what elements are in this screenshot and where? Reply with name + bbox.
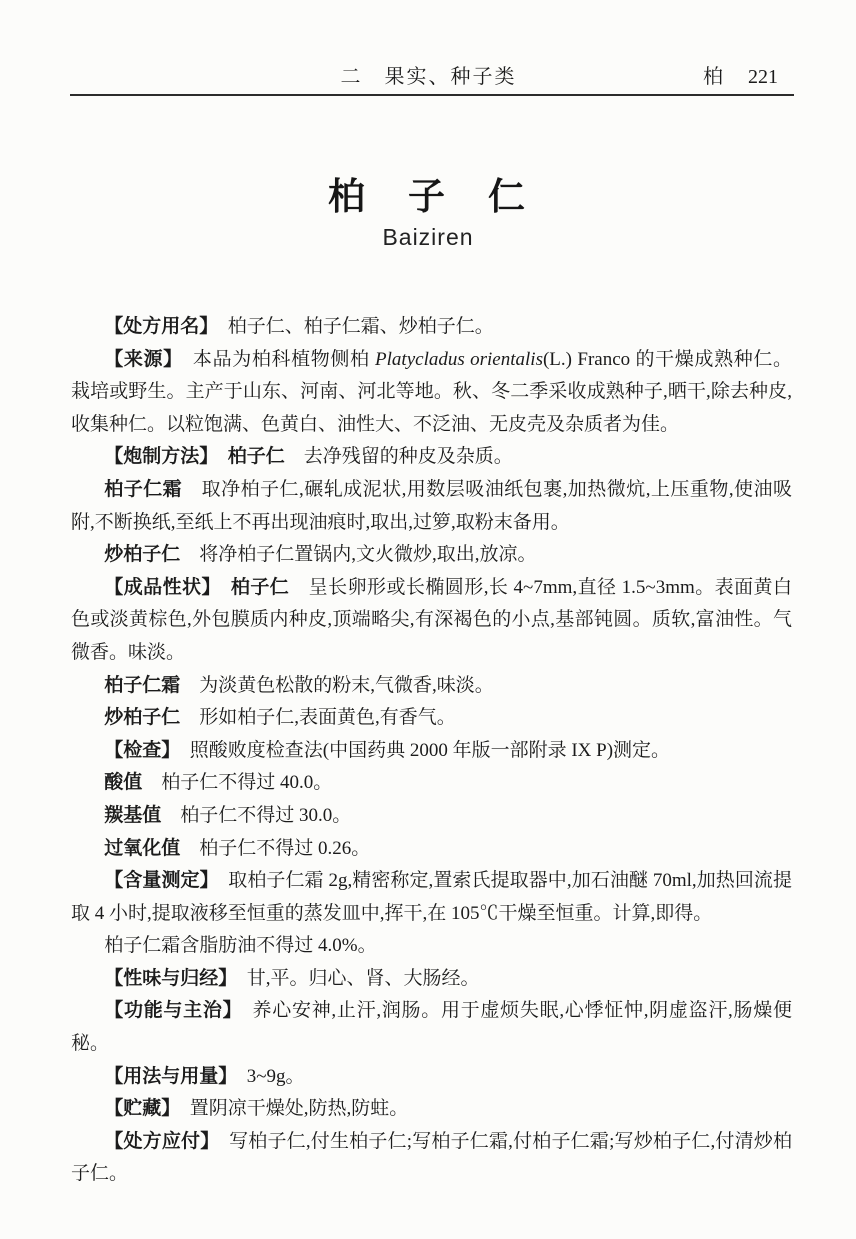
section-text: 照酸败度检查法(中国药典 2000 年版一部附录 IX P)测定。 [170,739,671,761]
header-rule [70,94,794,96]
section-text: 将净柏子仁置锅内,文火微炒,取出,放凉。 [180,544,537,566]
subitem-label: 柏子仁霜 [104,478,183,500]
monograph-body [71,311,792,1191]
subitem-label: 柏子仁 [208,446,285,468]
page-number: 221 [748,66,778,88]
monograph-title-pinyin: Baiziren [382,224,474,250]
paragraph-functions-indications [71,995,792,1060]
section-text: 为淡黄色松散的粉末,气微香,味淡。 [180,674,494,696]
page-header [72,60,792,88]
paragraph-frost-characters [71,670,792,703]
subitem-label: 羰基值 [104,804,162,826]
section-text: 形如柏子仁,表面黄色,有香气。 [180,707,456,729]
chapter-heading: 二 果实、种子类 [340,66,517,88]
section-label: 【贮藏】 [104,1098,171,1120]
section-label: 【成品性状】 [104,576,212,598]
entry-index-char: 柏 [703,66,723,88]
paragraph-storage [71,1093,792,1126]
paragraph-examination [71,735,792,768]
subitem-label: 过氧化值 [104,837,181,859]
paragraph-fried-characters [71,702,792,735]
paragraph-nature-meridian [71,963,792,996]
paragraph-dosage [71,1061,792,1094]
section-label: 【炮制方法】 [104,446,209,468]
section-text: 取柏子仁霜 2g,精密称定,置索氏提取器中,加石油醚 70ml,加热回流提取 4 小时,提取液移至恒重的蒸发皿中,挥干,在 105℃干燥至恒重。计算,即得。 [71,870,792,924]
section-text: 柏子仁不得过 0.26。 [180,837,371,859]
paragraph-processing-method [71,441,792,474]
paragraph-source [71,344,792,442]
section-label: 【检查】 [104,739,171,761]
subitem-label: 炒柏子仁 [104,707,181,729]
section-text: 3~9g。 [227,1065,305,1087]
subitem-label: 柏子仁 [211,576,290,598]
paragraph-frost-processing [71,474,792,539]
section-text: 写柏子仁,付生柏子仁;写柏子仁霜,付柏子仁霜;写炒柏子仁,付清炒柏子仁。 [71,1130,792,1185]
section-text: 取净柏子仁,碾轧成泥状,用数层吸油纸包裹,加热微炕,上压重物,使油吸附,不断换纸,至纸上不再出现油痕时,取出,过箩,取粉末备用。 [71,478,792,533]
section-label: 【用法与用量】 [104,1065,228,1087]
section-text: 柏子仁不得过 40.0。 [142,772,333,794]
paragraph-fat-oil-limit [71,930,792,963]
section-text: 养心安神,止汗,润肠。用于虚烦失眠,心悸怔忡,阴虚盗汗,肠燥便秘。 [71,1000,792,1055]
monograph-title-chinese: 柏 子 仁 [328,176,528,217]
section-label: 【来源】 [104,348,174,370]
paragraph-fried-processing [71,539,792,572]
section-text: 本品为柏科植物侧柏 [173,348,376,370]
section-label: 【性味与归经】 [104,967,228,989]
section-text: 置阴凉干燥处,防热,防蛀。 [170,1098,409,1120]
section-label: 【处方用名】 [104,316,209,337]
page-corner [703,60,778,89]
section-label: 【含量测定】 [104,870,210,892]
latin-binomial: Platycladus orientalis [375,348,543,370]
section-text: 柏子仁霜含脂肪油不得过 4.0%。 [104,935,377,957]
section-text: 柏子仁、柏子仁霜、炒柏子仁。 [208,316,494,337]
subitem-label: 柏子仁霜 [104,674,181,696]
paragraph-dispensing [71,1126,792,1191]
section-text: 去净残留的种皮及杂质。 [284,446,513,468]
section-text: 呈长卵形或长椭圆形,长 4~7mm,直径 1.5~3mm。表面黄白色或淡黄棕色,外包膜质内种皮,顶端略尖,有深褐色的小点,基部钝圆。质软,富油性。气微香。味淡。 [71,576,792,663]
paragraph-acid-value [71,767,792,800]
paragraph-product-characters [71,572,792,670]
section-text: (L.) Franco 的干燥成熟种仁。栽培或野生。主产于山东、河南、河北等地。秋、冬二季采收成熟种子,晒干,除去种皮,收集种仁。以粒饱满、色黄白、油性大、不泛油、无皮壳及杂质者为佳。 [71,348,792,435]
section-label: 【功能与主治】 [104,1000,233,1022]
subitem-label: 炒柏子仁 [104,544,181,566]
section-text: 甘,平。归心、肾、大肠经。 [227,967,480,989]
section-text: 柏子仁不得过 30.0。 [161,804,352,826]
subitem-label: 酸值 [104,772,143,794]
paragraph-assay [71,865,792,930]
section-label: 【处方应付】 [104,1130,210,1152]
paragraph-prescription-names [71,311,792,344]
paragraph-carbonyl-value [71,800,792,833]
paragraph-peroxide-value [71,833,792,866]
